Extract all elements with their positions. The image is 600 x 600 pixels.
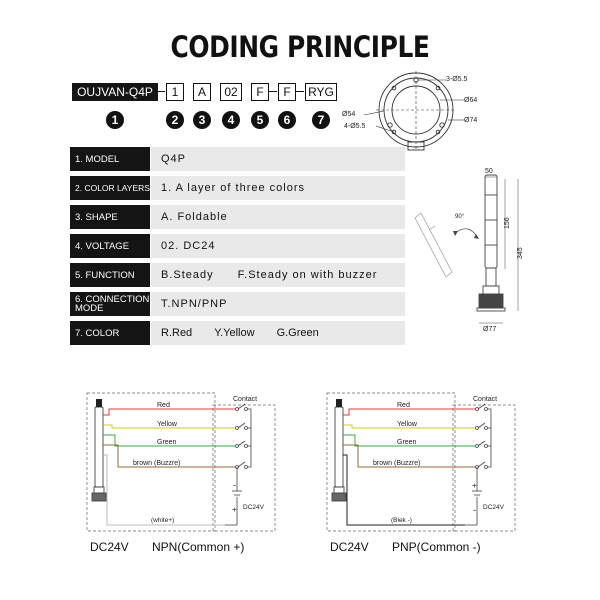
- number-badge-7: 7: [312, 111, 330, 129]
- spec-value: [151, 321, 405, 345]
- pnp-mode-label: PNP(Common -): [392, 540, 481, 554]
- spec-label: 5. FUNCTION: [70, 263, 150, 287]
- dim-diameter-label: Ø77: [483, 326, 497, 333]
- spec-label: 1. MODEL: [70, 147, 150, 171]
- common-wire-label: (white+): [151, 517, 175, 524]
- spec-label: 3. SHAPE: [70, 205, 150, 229]
- spec-row-voltage: [70, 234, 405, 258]
- page-title: CODING PRINCIPLE: [170, 30, 430, 64]
- spec-value-text: 02. DC24: [161, 240, 216, 252]
- spec-value: [151, 234, 405, 258]
- dim-label: Ø74: [464, 117, 478, 124]
- wire-label-yellow: Yellow: [397, 421, 417, 428]
- wire-label-green: Green: [157, 439, 177, 446]
- dim-height-label: 156: [504, 217, 511, 229]
- number-badge-1: 1: [106, 111, 124, 129]
- code-segment-5: F: [278, 83, 296, 101]
- polarity-sign: +: [232, 505, 237, 514]
- spec-row-color-layers: [70, 176, 405, 200]
- spec-value-text: T.NPN/PNP: [161, 298, 228, 310]
- spec-label: 6. CONNECTION MODE: [70, 292, 150, 316]
- spec-value: [151, 176, 405, 200]
- spec-value-text: A. Foldable: [161, 211, 228, 223]
- number-badge-3: 3: [193, 111, 211, 129]
- spec-value-text: Y.Yellow: [214, 327, 255, 339]
- side-view-drawing: [405, 165, 535, 340]
- model-code-box: OUJVAN-Q4P: [72, 83, 158, 101]
- spec-value-text: G.Green: [276, 327, 319, 339]
- code-dash: [158, 91, 165, 92]
- dim-label: 4-Ø5.5: [344, 123, 366, 130]
- spec-label: 7. COLOR: [70, 321, 150, 345]
- wire-label-yellow: Yellow: [157, 421, 177, 428]
- wire-label-green: Green: [397, 439, 417, 446]
- npn-voltage-label: DC24V: [90, 540, 129, 554]
- code-dash: [269, 91, 277, 92]
- spec-value-text: R.Red: [161, 327, 193, 339]
- polarity-sign: -: [473, 505, 476, 515]
- supply-label: DC24V: [243, 504, 264, 511]
- spec-value: [151, 205, 405, 229]
- wire-label-buzzer: brown (Buzzre): [133, 460, 181, 467]
- spec-label: 2. COLOR LAYERS: [70, 176, 150, 200]
- wire-label-red: Red: [157, 402, 170, 409]
- polarity-sign: -: [233, 480, 236, 490]
- dim-label: Ø64: [464, 97, 478, 104]
- wire-label-red: Red: [397, 402, 410, 409]
- number-badge-2: 2: [166, 111, 184, 129]
- code-segment-6: RYG: [305, 83, 337, 101]
- number-badge-4: 4: [222, 111, 240, 129]
- spec-value-text: 1. A layer of three colors: [161, 182, 306, 194]
- spec-value: [151, 292, 405, 316]
- common-wire-label: (Blek -): [391, 517, 412, 524]
- number-badge-6: 6: [278, 111, 296, 129]
- wire-label-buzzer: brown (Buzzre): [373, 460, 421, 467]
- number-badge-5: 5: [251, 111, 269, 129]
- contact-label: Contact: [473, 396, 498, 403]
- spec-value: [151, 263, 405, 287]
- spec-value-text: F.Steady on with buzzer: [237, 269, 378, 281]
- code-segment-2: A: [193, 83, 211, 101]
- spec-row-connection-mode: [70, 292, 405, 316]
- npn-mode-label: NPN(Common +): [152, 540, 245, 554]
- dim-total-height-label: 345: [517, 247, 524, 259]
- spec-label: 4. VOLTAGE: [70, 234, 150, 258]
- pnp-voltage-label: DC24V: [330, 540, 369, 554]
- spec-value-text: B.Steady: [161, 269, 214, 281]
- code-dash: [296, 91, 304, 92]
- npn-wiring-diagram: [85, 385, 280, 535]
- dim-label: Ø54: [342, 111, 356, 118]
- spec-row-color: [70, 321, 405, 345]
- polarity-sign: +: [472, 481, 477, 490]
- dim-width-label: 50: [485, 168, 493, 175]
- contact-label: Contact: [233, 396, 258, 403]
- spec-value-text: Q4P: [161, 153, 187, 165]
- spec-row-shape: [70, 205, 405, 229]
- dim-label: 3-Ø5.5: [446, 76, 468, 83]
- code-segment-4: F: [251, 83, 269, 101]
- base-top-view-drawing: [340, 68, 500, 158]
- dim-angle-label: 90°: [455, 214, 465, 220]
- spec-row-function: [70, 263, 405, 287]
- code-segment-3: 02: [220, 83, 242, 101]
- supply-label: DC24V: [483, 504, 504, 511]
- pnp-wiring-diagram: [325, 385, 520, 535]
- code-segment-1: 1: [166, 83, 184, 101]
